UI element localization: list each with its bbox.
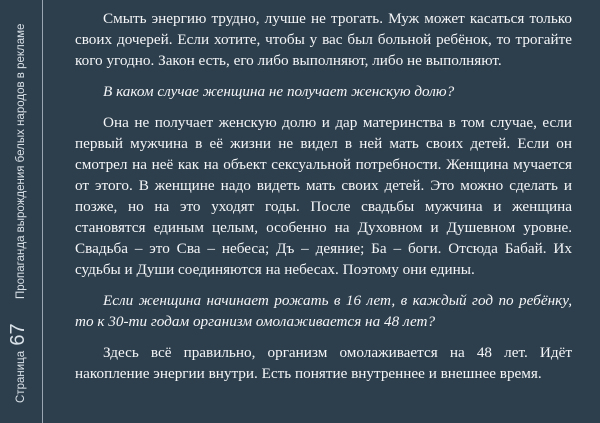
sidebar-divider — [42, 0, 43, 423]
paragraph: Смыть энергию трудно, лучше не трогать. Муж может касаться только своих дочерей. Если хотите, чтобы у вас был больной ребёнок, то трогайте кого угодно. Закон есть, его либо выполняют, либо не выполняют. — [75, 10, 572, 69]
question: В каком случае женщина не получает женскую долю? — [103, 83, 455, 100]
paragraph: Здесь всё правильно, организм омолаживается на 48 лет. Идёт накопление энергии внутри. Есть понятие внутреннее и внешнее время. — [75, 344, 572, 382]
page-body — [75, 8, 572, 394]
sidebar-caption — [7, 23, 29, 403]
page-label: Страница — [15, 350, 27, 403]
question: Если женщина начинает рожать в 16 лет, в каждый год по ребёнку, то к 30-ти годам организм омолаживается на 48 лет? — [75, 292, 572, 330]
paragraph: Она не получает женскую долю и дар материнства в том случае, если первый мужчина в её жизни не видел в ней мать своих детей. Если он смотрел на неё как на объект сексуальной потребности. Женщина мучается от этого. В женщине надо видеть мать своих детей. Это можно сделать и позже, но на это уходят годы. После свадьбы мужчина и женщина становятся единым целым, особенно на Духовном и Душевном уровне. Свадьба – это Сва – небеса; Дъ – деяние; Ба – боги. Отсюда Бабай. Их судьбы и Души соединяются на небесах. Поэтому они едины. — [75, 114, 572, 278]
page-number: 67 — [7, 323, 29, 346]
section-title: Пропаганда вырождения белых народов в рекламе — [15, 23, 27, 300]
sidebar — [0, 0, 58, 423]
